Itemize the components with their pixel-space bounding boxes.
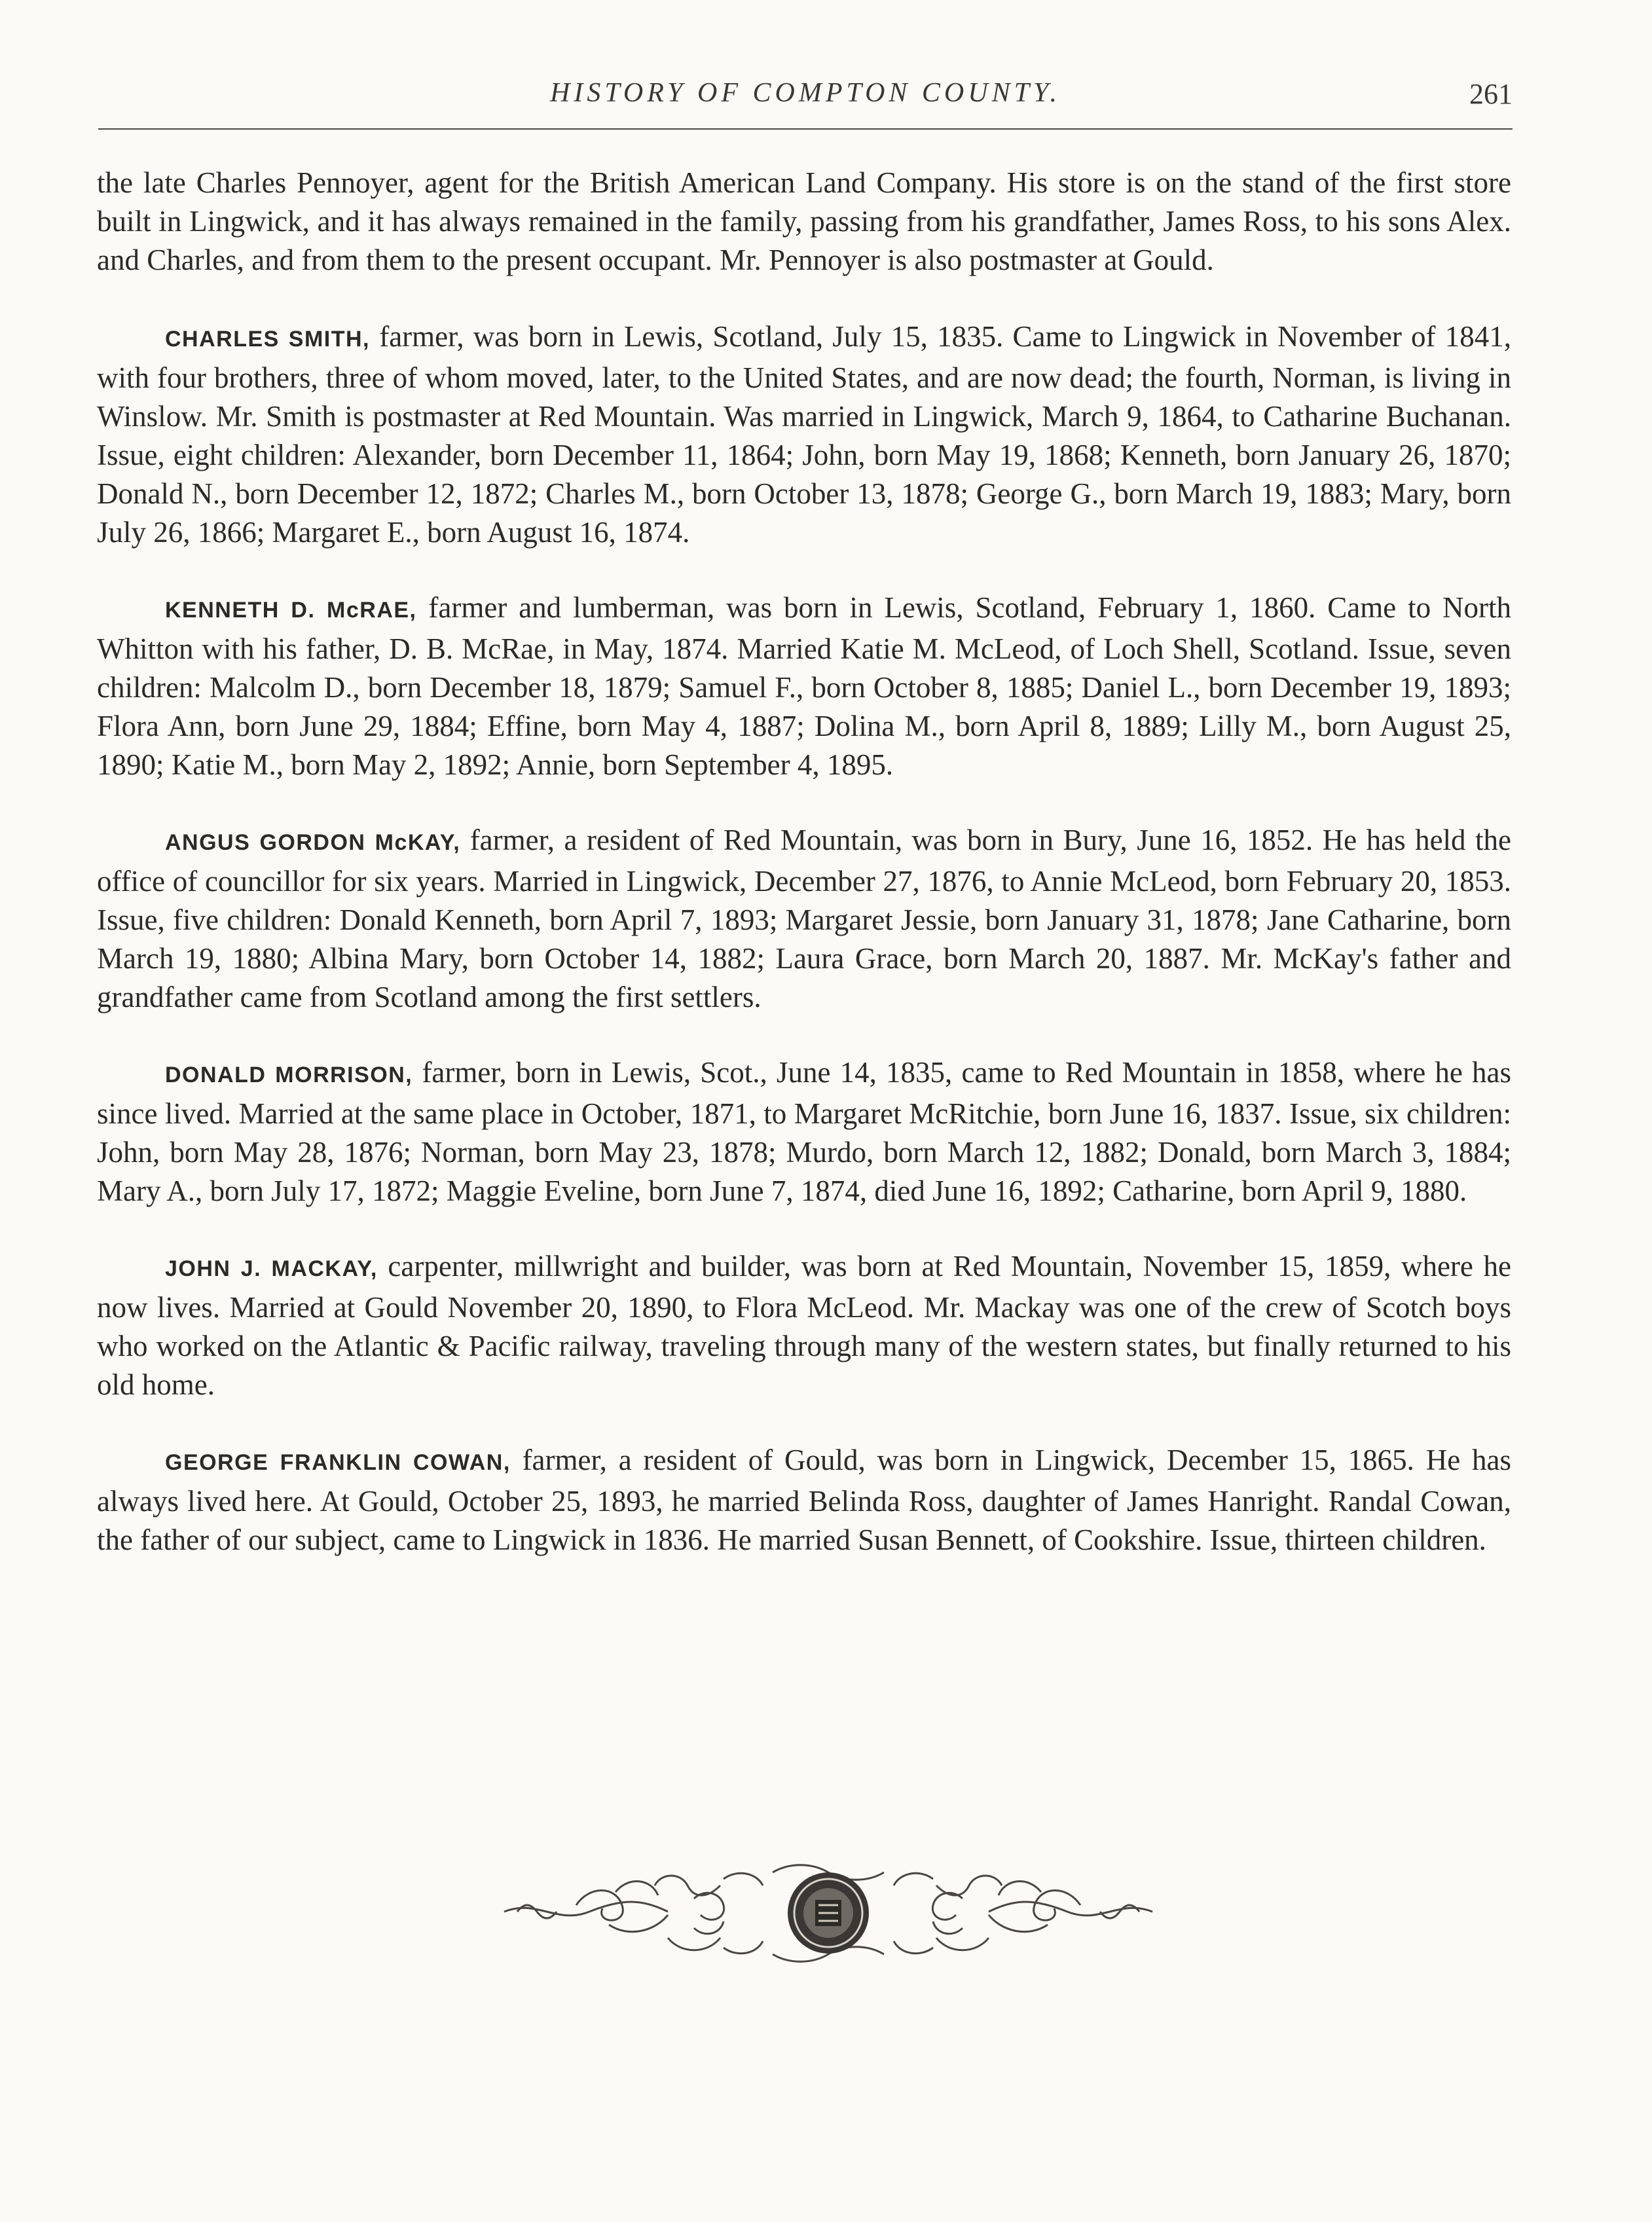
header-rule [98, 128, 1513, 130]
biography-entry-angus-mckay [97, 821, 1511, 1017]
page-header [98, 77, 1513, 130]
entry-text: farmer, was born in Lewis, Scotland, July 15, 1835. Came to Lingwick in November of 1841, with four brothers, three of whom moved, later, to the United States, and are now dead; the fourth, Norman, is living in Winslow. Mr. Smith is postmaster at Red Mountain. Was married in Lingwick, March 9, 1864, to Catharine Buchanan. Issue, eight children: Alexander, born December 11, 1864; John, born May 19, 1868; Kenneth, born January 26, 1870; Donald N., born December 12, 1872; Charles M., born October 13, 1878; George G., born March 19, 1883; Mary, born July 26, 1866; Margaret E., born August 16, 1874. [97, 320, 1512, 549]
entry-text: farmer, born in Lewis, Scot., June 14, 1835, came to Red Mountain in 1858, where he has since lived. Married at the same place in October, 1871, to Margaret McRitchie, born June 16, 1837. Issue, six children: John, born May 28, 1876; Norman, born May 23, 1878; Murdo, born March 12, 1882; Donald, born March 3, 1884; Mary A., born July 17, 1872; Maggie Eveline, born June 7, 1874, died June 16, 1892; Catharine, born April 9, 1880. [97, 1056, 1511, 1207]
biography-entry-charles-smith [97, 318, 1511, 552]
entry-text: farmer, a resident of Gould, was born in Lingwick, December 15, 1865. He has always lived here. At Gould, October 25, 1893, he married Belinda Ross, daughter of James Hanright. Randal Cowan, the father of our subject, came to Lingwick in 1836. He married Susan Bennett, of Cookshire. Issue, thirteen children. [97, 1444, 1511, 1556]
continued-paragraph: the late Charles Pennoyer, agent for the British American Land Company. His store is on the stand of the first store built in Lingwick, and it has always remained in the family, passing from his grandfather, James Ross, to his sons Alex. and Charles, and from them to the present occupant. Mr. Pennoyer is also postmaster at Gould. [97, 166, 1511, 276]
entry-name: ANGUS GORDON McKAY, [165, 830, 461, 855]
entry-text: farmer, a resident of Red Mountain, was born in Bury, June 16, 1852. He has held the office of councillor for six years. Married in Lingwick, December 27, 1876, to Annie McLeod, born February 20, 1853. Issue, five children: Donald Kenneth, born April 7, 1893; Margaret Jessie, born January 31, 1878; Jane Catharine, born March 19, 1880; Albina Mary, born October 14, 1882; Laura Grace, born March 20, 1887. Mr. McKay's father and grandfather came from Scotland among the first settlers. [97, 824, 1511, 1013]
entry-name: DONALD MORRISON, [165, 1063, 413, 1087]
page-number: 261 [1469, 78, 1513, 110]
biography-entry-george-cowan [97, 1441, 1511, 1559]
running-title: HISTORY OF COMPTON COUNTY. [550, 78, 1061, 108]
entry-name: KENNETH D. McRAE, [165, 598, 417, 623]
entry-text: farmer and lumberman, was born in Lewis, Scotland, February 1, 1860. Came to North Whitton with his father, D. B. McRae, in May, 1874. Married Katie M. McLeod, of Loch Shell, Scotland. Issue, seven children: Malcolm D., born December 18, 1879; Samuel F., born October 8, 1885; Daniel L., born December 19, 1893; Flora Ann, born June 29, 1884; Effine, born May 4, 1887; Dolina M., born April 8, 1889; Lilly M., born August 25, 1890; Katie M., born May 2, 1892; Annie, born September 4, 1895. [97, 591, 1511, 781]
entry-text: carpenter, millwright and builder, was born at Red Mountain, November 15, 1859, where he now lives. Married at Gould November 20, 1890, to Flora McLeod. Mr. Mackay was one of the crew of Scotch boys who worked on the Atlantic & Pacific railway, traveling through many of the western states, but finally returned to his old home. [97, 1250, 1512, 1401]
entry-name: JOHN J. MACKAY, [165, 1256, 378, 1281]
biography-entry-donald-morrison [97, 1053, 1511, 1211]
entry-name: GEORGE FRANKLIN COWAN, [165, 1450, 511, 1475]
tailpiece-ornament-icon [498, 1859, 1159, 1964]
entry-name: CHARLES SMITH, [165, 327, 370, 352]
biography-entry-john-mackay [97, 1247, 1511, 1404]
body-text [97, 164, 1511, 1596]
biography-entry-kenneth-mcrae [97, 589, 1511, 784]
